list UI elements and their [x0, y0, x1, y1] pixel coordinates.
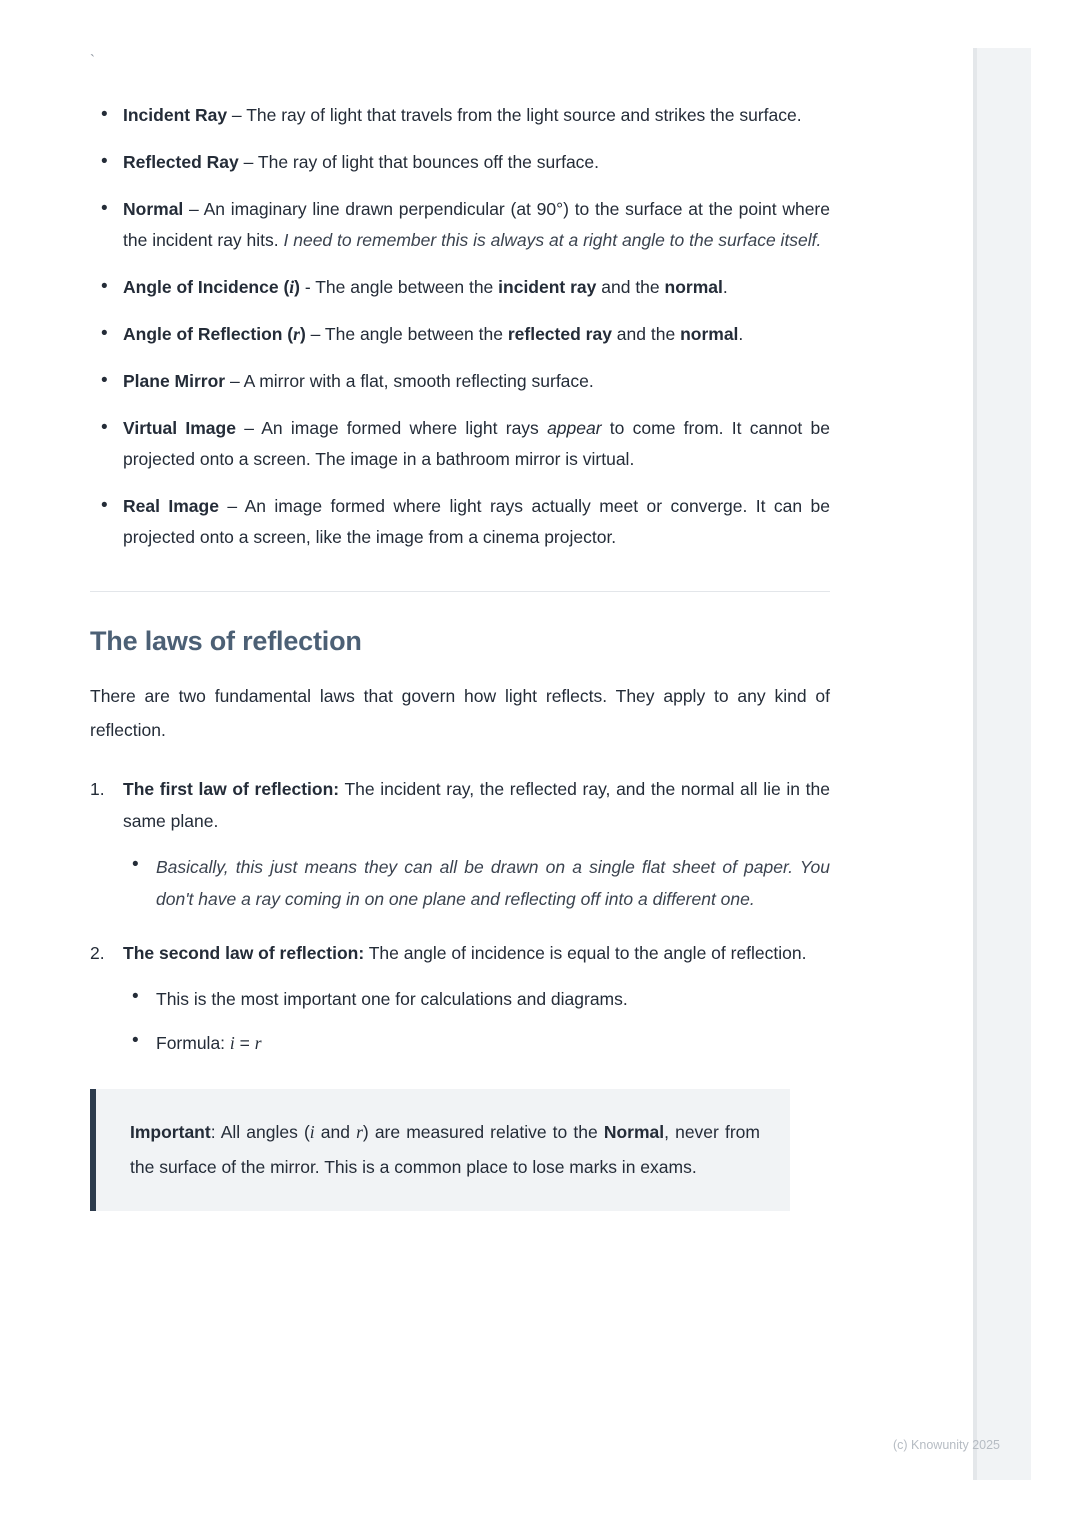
- term-definition: The angle between the: [315, 277, 499, 297]
- list-item: [123, 983, 830, 1015]
- callout-text-c: ) are measured relative to the: [362, 1122, 604, 1142]
- term-definition: A mirror with a flat, smooth reflecting surface.: [243, 371, 594, 391]
- key-terms-list: [90, 100, 830, 553]
- document-body: [90, 100, 830, 1211]
- term-label: Plane Mirror: [123, 371, 226, 391]
- list-item: [90, 100, 830, 131]
- list-item: [90, 319, 830, 350]
- term-label: Normal: [123, 199, 184, 219]
- callout-text-a: : All angles (: [210, 1122, 310, 1142]
- watermark: (c) Knowunity 2025: [893, 1438, 1001, 1452]
- list-item: [90, 147, 830, 178]
- section-divider: [90, 591, 830, 592]
- term-definition-end: .: [738, 324, 744, 344]
- formula-label: Formula:: [156, 1033, 230, 1053]
- term-definition: The ray of light that travels from the light source and strikes the surface.: [246, 105, 802, 125]
- term-dash: –: [225, 371, 244, 391]
- term-emphasis: normal: [680, 324, 739, 344]
- symbol-r: r: [293, 324, 300, 344]
- list-item: [90, 194, 830, 256]
- symbol-r: r: [356, 1122, 363, 1142]
- formula-equals: =: [234, 1033, 255, 1053]
- page-right-margin-strip: [973, 48, 1031, 1480]
- term-label: Reflected Ray: [123, 152, 239, 172]
- stray-mark: `: [90, 52, 95, 69]
- term-label: [123, 324, 306, 344]
- law-text: The angle of incidence is equal to the angle of reflection.: [364, 943, 807, 963]
- term-definition: The ray of light that bounces off the surface.: [257, 152, 600, 172]
- term-dash: –: [227, 105, 247, 125]
- list-item: [90, 413, 830, 475]
- term-definition: An imaginary line drawn perpendicular (at 90°) to the surface at the point where the incident ray hits.: [123, 199, 830, 250]
- law-subpoints: [123, 983, 830, 1059]
- symbol-r: r: [254, 1033, 262, 1053]
- callout-emphasis: Normal: [603, 1122, 665, 1142]
- term-label: [123, 277, 300, 297]
- list-item: [90, 773, 830, 915]
- symbol-i: i: [229, 1033, 235, 1053]
- callout-text-d: , never from the surface of the mirror. This is a common place to lose marks in exams.: [130, 1122, 760, 1177]
- law-subpoint-text: Basically, this just means they can all be drawn on a single flat sheet of paper. You don't have a ray coming in on one plane and reflecting off into a different one.: [156, 857, 830, 909]
- term-definition: An image formed where light rays: [261, 418, 548, 438]
- term-label-prefix: Angle of Incidence (: [123, 277, 290, 297]
- term-definition: An image formed where light rays actually meet or converge. It can be projected onto a screen, like the image from a cinema projector.: [123, 496, 831, 547]
- list-item-formula: [123, 1027, 830, 1059]
- term-dash: –: [238, 152, 258, 172]
- section-intro-paragraph: There are two fundamental laws that govern how light reflects. They apply to any kind of reflection.: [90, 686, 830, 740]
- term-dash: –: [305, 324, 325, 344]
- term-dash: -: [299, 277, 316, 297]
- law-title: The first law of reflection:: [123, 779, 340, 799]
- term-label-prefix: Angle of Reflection (: [123, 324, 294, 344]
- law-subpoint-text: This is the most important one for calculations and diagrams.: [156, 989, 628, 1009]
- important-callout: [90, 1089, 790, 1211]
- term-emphasis: incident ray: [498, 277, 597, 297]
- term-label: Real Image: [123, 496, 219, 516]
- term-dash: –: [235, 418, 262, 438]
- page-edge-line: [973, 48, 977, 1480]
- laws-list: [90, 773, 830, 1059]
- callout-text-b: and: [314, 1122, 357, 1142]
- term-definition-cont: and the: [596, 277, 665, 297]
- term-definition-cont: and the: [611, 324, 681, 344]
- list-item: [90, 491, 830, 553]
- list-item: [90, 937, 830, 1059]
- list-item: [90, 272, 830, 303]
- term-label: Incident Ray: [123, 105, 228, 125]
- term-label: Virtual Image: [123, 418, 236, 438]
- term-emphasis: reflected ray: [507, 324, 612, 344]
- term-definition-cont: to come from. It cannot be projected onto a screen. The image in a bathroom mirror is virtual.: [123, 418, 830, 469]
- term-dash: –: [183, 199, 204, 219]
- term-dash: –: [218, 496, 245, 516]
- list-item: [90, 366, 830, 397]
- term-label-suffix: ): [299, 324, 306, 344]
- callout-text: [130, 1115, 760, 1185]
- law-text: The incident ray, the reflected ray, and the normal all lie in the same plane.: [123, 779, 830, 831]
- callout-label: Important: [130, 1122, 211, 1142]
- list-item: [123, 851, 830, 915]
- symbol-i: i: [289, 277, 295, 297]
- symbol-i: i: [309, 1122, 315, 1142]
- term-emphasis: normal: [664, 277, 723, 297]
- section-heading: The laws of reflection: [90, 626, 362, 656]
- term-personal-note: I need to remember this is always at a right angle to the surface itself.: [283, 230, 822, 250]
- term-definition-end: .: [722, 277, 728, 297]
- term-italic-emphasis: appear: [547, 418, 602, 438]
- law-title: The second law of reflection:: [123, 943, 365, 963]
- term-definition: The angle between the: [324, 324, 508, 344]
- term-label-suffix: ): [294, 277, 300, 297]
- law-subpoints: [123, 851, 830, 915]
